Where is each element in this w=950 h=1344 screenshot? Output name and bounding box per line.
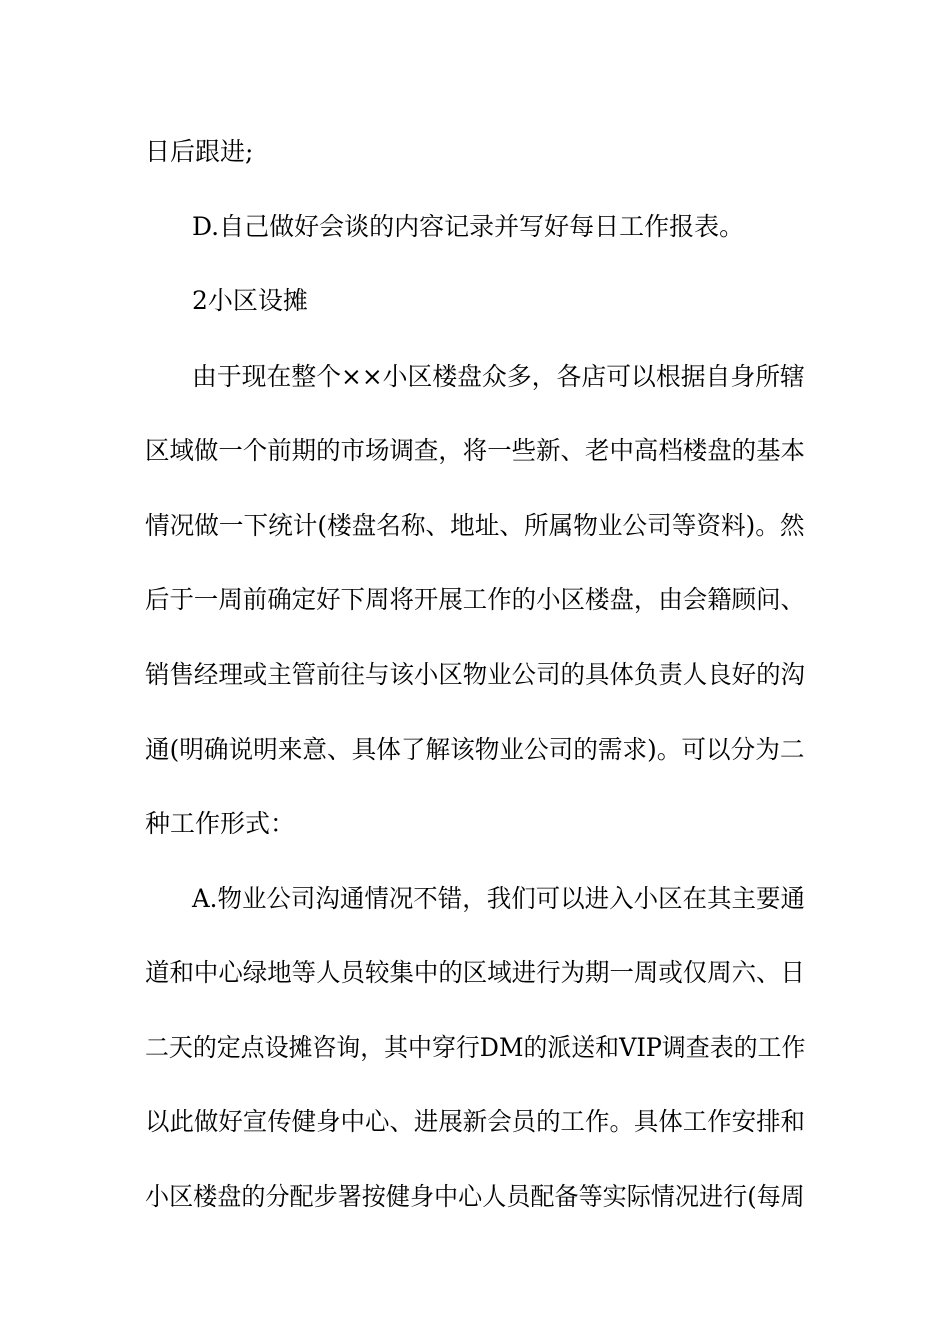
text-line: 种工作形式： xyxy=(145,809,296,838)
text-line: 以此做好宣传健身中心、进展新会员的工作。具体工作安排和 xyxy=(145,1107,806,1136)
text-line: 销售经理或主管前往与该小区物业公司的具体负责人良好的沟 xyxy=(145,660,806,689)
text-line: 日后跟进; xyxy=(145,137,254,166)
text-line: 后于一周前确定好下周将开展工作的小区楼盘，由会籍顾问、 xyxy=(145,585,806,614)
text-line: 二天的定点设摊咨询，其中穿行DM的派送和VIP调查表的工作 xyxy=(145,1033,806,1062)
text-line: D.自己做好会谈的内容记录并写好每日工作报表。 xyxy=(192,212,745,241)
section-heading: 2小区设摊 xyxy=(192,286,308,315)
text-line: 由于现在整个××小区楼盘众多，各店可以根据自身所辖 xyxy=(192,362,805,391)
text-line: 道和中心绿地等人员较集中的区域进行为期一周或仅周六、日 xyxy=(145,958,806,987)
text-line: 通(明确说明来意、具体了解该物业公司的需求)。可以分为二 xyxy=(145,735,805,764)
text-line: 小区楼盘的分配步署按健身中心人员配备等实际情况进行(每周 xyxy=(145,1182,805,1211)
text-line: A.物业公司沟通情况不错，我们可以进入小区在其主要通 xyxy=(192,884,806,913)
text-line: 情况做一下统计(楼盘名称、地址、所属物业公司等资料)。然 xyxy=(145,511,805,540)
text-line: 区域做一个前期的市场调查，将一些新、老中高档楼盘的基本 xyxy=(145,436,806,465)
